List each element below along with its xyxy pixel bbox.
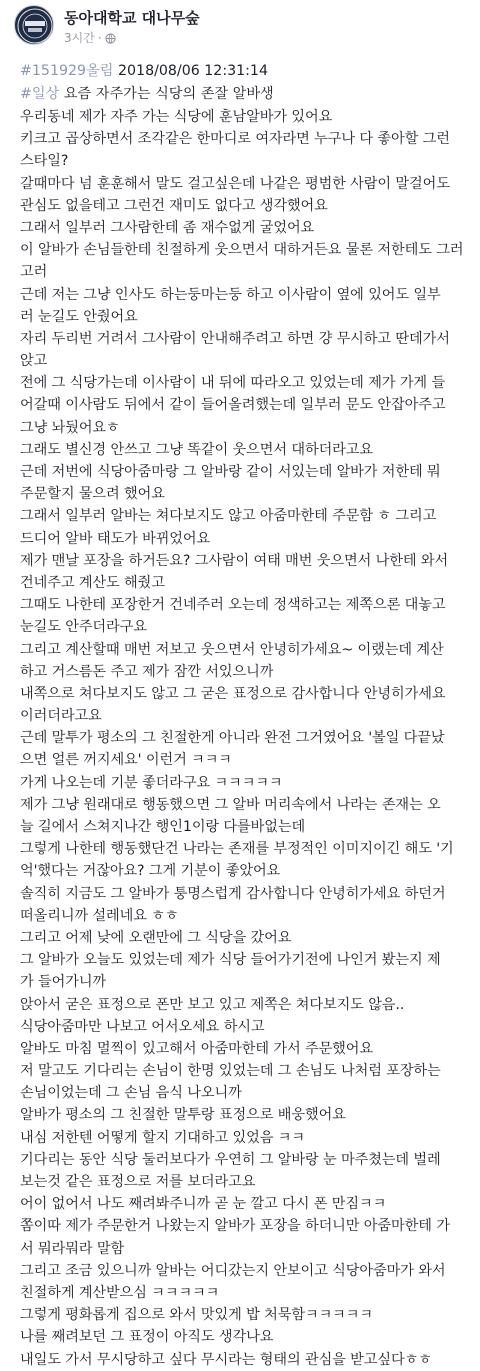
post-text-line: 쫌이따 제가 주문한거 나왔는지 알바가 포장을 하더니만 아줌마한테 가 (20, 1218, 450, 1235)
post-header (14, 5, 466, 45)
post-text-line: 그 알바가 오늘도 있었는데 제가 식당 들어가기전에 나인거 봤는지 제 (20, 952, 441, 969)
post-text-line: 이러더라고요 (20, 708, 102, 725)
post-text-line: 그때도 나한테 포장한거 건네주러 오는데 정색하고는 제쪽으론 대놓고 (20, 597, 446, 614)
post-hashtag-line (20, 60, 468, 83)
post-text-line: 눈길도 안주더라구요 (20, 619, 147, 636)
post-text-line: 이 알바가 손님들한테 친절하게 웃으면서 대하거든요 물론 저한테도 그러 (20, 242, 464, 259)
post-text-line: 스타일? (20, 153, 69, 170)
post-text-line: 하고 거스름돈 주고 제가 잠깐 서있으니까 (20, 663, 274, 680)
post-text-line: 제가 맨날 포장을 하거든요? 그사람이 여태 매번 웃으면서 나한테 와서 (20, 552, 449, 569)
post-title: 요즘 자주가는 식당의 존잘 알바생 (63, 86, 274, 102)
post-text-line: 갈때마다 넘 훈훈해서 말도 걸고싶은데 나같은 평범한 사람이 말걸어도 (20, 175, 450, 192)
post-text-line: 그냥 놔뒀어요ㅎ (20, 419, 120, 436)
post-text-line: 떠올리니까 설레네요 ㅎㅎ (20, 907, 179, 924)
post-text-line: 어갈때 이사람도 뒤에서 같이 들어올려했는데 일부러 문도 안잡아주고 (20, 397, 446, 414)
post-text-line: 드디어 알바 태도가 바뀌었어요 (20, 530, 211, 547)
post-time[interactable]: 3시간 (64, 31, 95, 45)
post-text-line: 자리 두리번 거려서 그사람이 안내해주려고 하면 걍 무시하고 딴데가서 (20, 330, 450, 347)
post-body (20, 60, 468, 1371)
post-text-line: 서 뭐라뭐라 말함 (20, 1240, 125, 1257)
post-text-line: 근데 저번에 식당아줌마랑 그 알바랑 같이 서있는데 알바가 저한테 뭐 (20, 464, 441, 480)
post-text-line: 손님이었는데 그 손님 음식 나오니까 (20, 1085, 242, 1102)
post-text-line: 주문할지 물으려 했어요 (20, 486, 165, 503)
post-text (20, 106, 468, 1371)
post-text-line: 우리동네 제가 자주 가는 식당에 훈남알바가 있어요 (20, 109, 333, 125)
post-text-line: 내일도 가서 무시당하고 싶다 무시라는 형태의 관심을 받고싶다ㅎㅎ (20, 1351, 432, 1368)
post-text-line: 그래도 별신경 안쓰고 그냥 똑같이 웃으면서 대하더라고요 (20, 441, 373, 458)
post-text-line: 내쪽으로 쳐다보지도 않고 그 굳은 표정으로 감사합니다 안녕히가세요 (20, 685, 446, 702)
post-text-line: 보는것 같은 표정으로 저를 보더라고요 (20, 1174, 256, 1190)
globe-icon[interactable] (105, 33, 116, 47)
post-text-line: 그래서 일부러 알바는 쳐다보지도 않고 아줌마한테 주문함 ㅎ 그리고 (20, 508, 437, 525)
post-text-line: 가게 나오는데 기분 좋더라구요 ㅋㅋㅋㅋㅋ (20, 774, 283, 791)
post-text-line: 그리고 어제 낮에 오랜만에 그 식당을 갔어요 (20, 929, 292, 946)
post-datetime: 2018/08/06 12:31:14 (117, 63, 268, 79)
page-name[interactable]: 동아대학교 대나무숲 (64, 9, 200, 27)
post-text-line: 건네주고 계산도 해줬고 (20, 574, 165, 591)
post-meta (64, 29, 116, 47)
post-text-line: 식당아줌마만 나보고 어서오세요 하시고 (20, 1018, 265, 1035)
post-text-line: 억'했다는 거잖아요? 그게 기분이 좋았어요 (20, 863, 281, 880)
post-text-line: 관심도 없을테고 그런건 재미도 없다고 생각했어요 (20, 197, 328, 214)
post-text-line: 내심 저한텐 어떻게 할지 기대하고 있었음 ㅋㅋ (20, 1129, 305, 1146)
category-tag[interactable]: #일상 (20, 86, 60, 102)
post-hashtag[interactable]: #151929올림 (20, 63, 114, 79)
post-text-line: 그리고 계산할때 매번 저보고 웃으면서 안녕히가세요~ 이랬는데 계산 (20, 641, 444, 658)
post-text-line: 늘 길에서 스쳐지나간 행인1이랑 다를바없는데 (20, 819, 306, 835)
post-text-line: 친절하게 계산받으심 ㅋㅋㅋㅋㅋ (20, 1284, 220, 1301)
post-text-line: 그렇게 나한테 행동했단건 나라는 존재를 부정적인 이미지이긴 해도 '기 (20, 841, 454, 858)
page-avatar[interactable] (14, 5, 54, 45)
post-text-line: 그리고 조금 있으니까 알바는 어디갔는지 안보이고 식당아줌마가 와서 (20, 1262, 446, 1279)
post-text-line: 으면 얼른 꺼지세요' 이런거 ㅋㅋㅋ (20, 752, 232, 769)
post-title-line (20, 83, 468, 106)
post-text-line: 저 말고도 기다리는 손님이 한명 있었는데 그 손님도 나처럼 포장하는 (20, 1063, 441, 1080)
post-text-line: 그렇게 평화롭게 집으로 와서 맛있게 밥 처묵함ㅋㅋㅋㅋㅋ (20, 1307, 373, 1324)
page-logo-icon (15, 6, 54, 45)
post-text-line: 전에 그 식당가는데 이사람이 내 뒤에 따라오고 있었는데 제가 가게 들 (20, 375, 446, 392)
post-text-line: 알바가 평소의 그 친절한 말투랑 표정으로 배웅했어요 (20, 1107, 346, 1124)
post-text-line: 근데 말투가 평소의 그 친절한게 아니라 완전 그거였어요 '볼일 다끝났 (20, 730, 445, 747)
post-text-line: 앉고 (20, 353, 48, 370)
post-text-line: 고러 (20, 264, 48, 281)
meta-separator: · (97, 31, 102, 45)
post-text-line: 제가 그냥 원래대로 행동했으면 그 알바 머리속에서 나라는 존재는 오 (20, 796, 441, 813)
post-text-line: 러 눈길도 안줬어요 (20, 308, 138, 325)
post-text-line: 그래서 일부러 그사람한테 좀 재수없게 굴었어요 (20, 219, 315, 236)
post-text-line: 앉아서 굳은 표정으로 폰만 보고 있고 제쪽은 쳐다보지도 않음.. (20, 996, 405, 1013)
post-text-line: 어이 없어서 나도 째려봐주니까 곧 눈 깔고 다시 폰 만짐ㅋㅋ (20, 1196, 387, 1213)
post-text-line: 가 들어가니까 (20, 974, 107, 991)
post-text-line: 알바도 마침 멀찍이 있고해서 아줌마한테 가서 주문했어요 (20, 1040, 373, 1057)
post-text-line: 키크고 곱상하면서 조각같은 한마디로 여자라면 누구나 다 좋아할 그런 (20, 131, 450, 148)
post-text-line: 근데 저는 그냥 인사도 하는둥마는둥 하고 이사람이 옆에 있어도 일부 (20, 286, 441, 303)
post-text-line: 나를 째려보던 그 표정이 아직도 생각나요 (20, 1329, 274, 1346)
post-text-line: 솔직히 지금도 그 알바가 퉁명스럽게 감사합니다 안녕히가세요 하던거 (20, 885, 446, 902)
post-text-line: 기다리는 동안 식당 둘러보다가 우연히 그 알바랑 눈 마주쳤는데 벌레 (20, 1151, 441, 1168)
